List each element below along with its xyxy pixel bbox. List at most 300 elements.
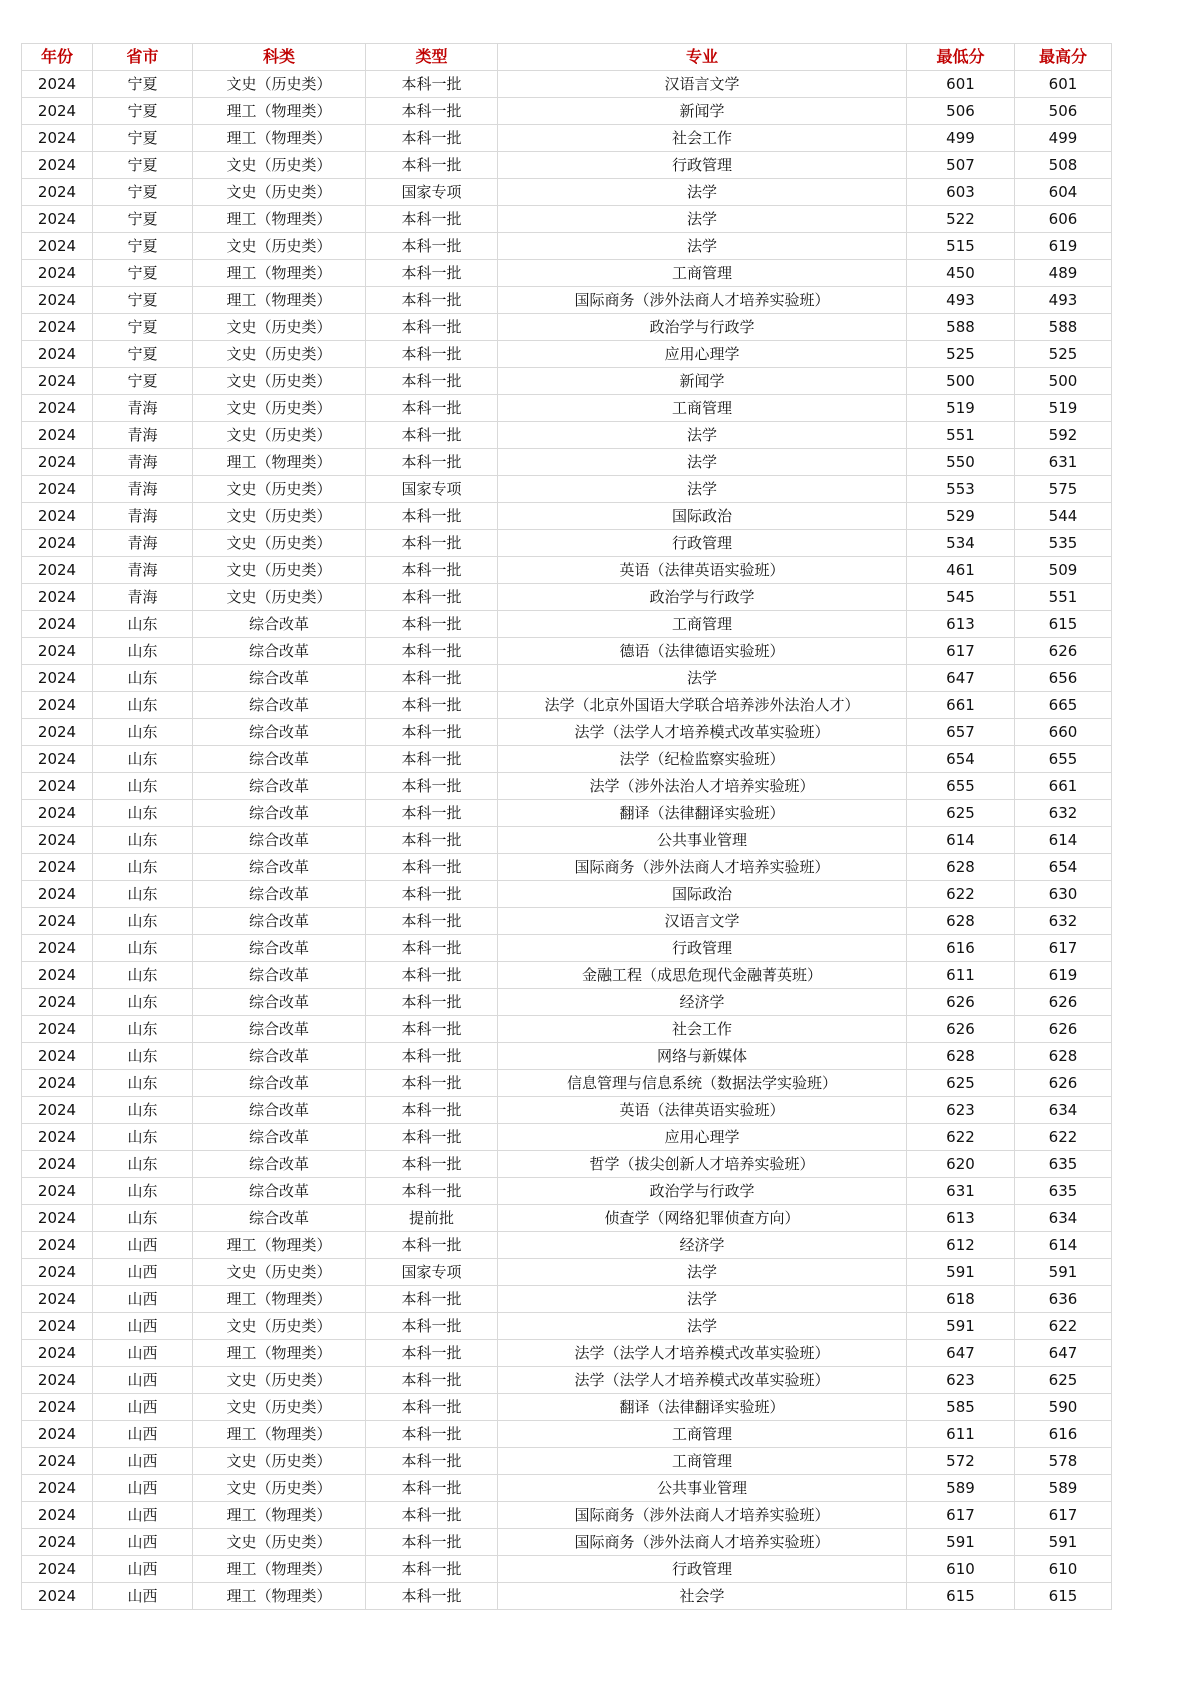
cell-max-score: 634: [1015, 1097, 1112, 1124]
cell-province: 青海: [93, 557, 193, 584]
cell-max-score: 614: [1015, 1232, 1112, 1259]
cell-batch-type: 本科一批: [366, 584, 498, 611]
cell-major: 信息管理与信息系统（数据法学实验班）: [498, 1070, 907, 1097]
cell-batch-type: 本科一批: [366, 1529, 498, 1556]
cell-province: 山东: [93, 962, 193, 989]
table-row: [22, 638, 1112, 665]
cell-min-score: 519: [907, 395, 1015, 422]
table-row: [22, 1043, 1112, 1070]
cell-subject-category: 综合改革: [193, 746, 366, 773]
cell-province: 山东: [93, 638, 193, 665]
cell-year: 2024: [22, 827, 93, 854]
cell-province: 山东: [93, 1097, 193, 1124]
cell-major: 工商管理: [498, 611, 907, 638]
cell-min-score: 647: [907, 665, 1015, 692]
cell-year: 2024: [22, 1259, 93, 1286]
cell-year: 2024: [22, 1070, 93, 1097]
cell-batch-type: 本科一批: [366, 611, 498, 638]
table-row: [22, 368, 1112, 395]
cell-max-score: 635: [1015, 1178, 1112, 1205]
table-row: [22, 206, 1112, 233]
cell-major: 社会学: [498, 1583, 907, 1610]
cell-subject-category: 综合改革: [193, 935, 366, 962]
cell-batch-type: 本科一批: [366, 206, 498, 233]
cell-major: 法学: [498, 179, 907, 206]
cell-province: 宁夏: [93, 341, 193, 368]
cell-min-score: 617: [907, 1502, 1015, 1529]
cell-subject-category: 文史（历史类）: [193, 1394, 366, 1421]
cell-province: 山东: [93, 611, 193, 638]
table-row: [22, 287, 1112, 314]
cell-year: 2024: [22, 908, 93, 935]
cell-year: 2024: [22, 152, 93, 179]
cell-subject-category: 文史（历史类）: [193, 422, 366, 449]
cell-subject-category: 综合改革: [193, 827, 366, 854]
cell-province: 山西: [93, 1448, 193, 1475]
cell-year: 2024: [22, 800, 93, 827]
cell-year: 2024: [22, 1151, 93, 1178]
cell-major: 行政管理: [498, 530, 907, 557]
table-row: [22, 692, 1112, 719]
cell-year: 2024: [22, 368, 93, 395]
table-row: [22, 827, 1112, 854]
cell-subject-category: 文史（历史类）: [193, 1448, 366, 1475]
table-row: [22, 1556, 1112, 1583]
cell-min-score: 601: [907, 71, 1015, 98]
cell-major: 翻译（法律翻译实验班）: [498, 800, 907, 827]
cell-major: 国际商务（涉外法商人才培养实验班）: [498, 287, 907, 314]
cell-major: 国际政治: [498, 881, 907, 908]
table-row: [22, 1232, 1112, 1259]
cell-subject-category: 综合改革: [193, 1178, 366, 1205]
cell-min-score: 591: [907, 1259, 1015, 1286]
cell-year: 2024: [22, 287, 93, 314]
cell-min-score: 611: [907, 962, 1015, 989]
cell-batch-type: 本科一批: [366, 125, 498, 152]
cell-subject-category: 文史（历史类）: [193, 179, 366, 206]
cell-batch-type: 本科一批: [366, 368, 498, 395]
cell-subject-category: 综合改革: [193, 854, 366, 881]
cell-province: 山西: [93, 1556, 193, 1583]
cell-subject-category: 理工（物理类）: [193, 287, 366, 314]
cell-min-score: 614: [907, 827, 1015, 854]
cell-max-score: 660: [1015, 719, 1112, 746]
cell-province: 山西: [93, 1394, 193, 1421]
cell-min-score: 500: [907, 368, 1015, 395]
cell-subject-category: 综合改革: [193, 638, 366, 665]
cell-major: 法学: [498, 449, 907, 476]
cell-subject-category: 文史（历史类）: [193, 233, 366, 260]
cell-max-score: 535: [1015, 530, 1112, 557]
cell-min-score: 551: [907, 422, 1015, 449]
cell-province: 山东: [93, 692, 193, 719]
cell-subject-category: 理工（物理类）: [193, 1340, 366, 1367]
cell-max-score: 635: [1015, 1151, 1112, 1178]
cell-province: 山东: [93, 773, 193, 800]
cell-max-score: 647: [1015, 1340, 1112, 1367]
table-row: [22, 665, 1112, 692]
cell-year: 2024: [22, 314, 93, 341]
cell-province: 山西: [93, 1340, 193, 1367]
cell-subject-category: 综合改革: [193, 800, 366, 827]
cell-batch-type: 提前批: [366, 1205, 498, 1232]
cell-batch-type: 本科一批: [366, 773, 498, 800]
cell-min-score: 616: [907, 935, 1015, 962]
cell-subject-category: 理工（物理类）: [193, 125, 366, 152]
cell-max-score: 661: [1015, 773, 1112, 800]
cell-max-score: 628: [1015, 1043, 1112, 1070]
cell-batch-type: 本科一批: [366, 638, 498, 665]
cell-max-score: 509: [1015, 557, 1112, 584]
cell-batch-type: 本科一批: [366, 1583, 498, 1610]
cell-major: 法学: [498, 1313, 907, 1340]
cell-year: 2024: [22, 1178, 93, 1205]
cell-major: 行政管理: [498, 1556, 907, 1583]
table-row: [22, 530, 1112, 557]
cell-max-score: 588: [1015, 314, 1112, 341]
cell-major: 应用心理学: [498, 1124, 907, 1151]
cell-min-score: 610: [907, 1556, 1015, 1583]
cell-min-score: 631: [907, 1178, 1015, 1205]
cell-major: 汉语言文学: [498, 908, 907, 935]
cell-subject-category: 综合改革: [193, 611, 366, 638]
cell-batch-type: 本科一批: [366, 881, 498, 908]
cell-subject-category: 文史（历史类）: [193, 503, 366, 530]
cell-major: 新闻学: [498, 98, 907, 125]
table-row: [22, 1313, 1112, 1340]
cell-major: 行政管理: [498, 152, 907, 179]
cell-min-score: 461: [907, 557, 1015, 584]
cell-batch-type: 本科一批: [366, 260, 498, 287]
cell-max-score: 489: [1015, 260, 1112, 287]
table-row: [22, 1097, 1112, 1124]
cell-subject-category: 综合改革: [193, 665, 366, 692]
cell-batch-type: 本科一批: [366, 557, 498, 584]
cell-max-score: 625: [1015, 1367, 1112, 1394]
cell-major: 法学（法学人才培养模式改革实验班）: [498, 1367, 907, 1394]
cell-max-score: 604: [1015, 179, 1112, 206]
cell-province: 山东: [93, 1124, 193, 1151]
cell-max-score: 617: [1015, 1502, 1112, 1529]
cell-major: 法学: [498, 665, 907, 692]
cell-subject-category: 文史（历史类）: [193, 530, 366, 557]
cell-max-score: 591: [1015, 1529, 1112, 1556]
cell-batch-type: 本科一批: [366, 530, 498, 557]
cell-min-score: 572: [907, 1448, 1015, 1475]
cell-subject-category: 综合改革: [193, 1070, 366, 1097]
cell-min-score: 506: [907, 98, 1015, 125]
table-row: [22, 773, 1112, 800]
header-row: [22, 44, 1112, 71]
cell-subject-category: 综合改革: [193, 1016, 366, 1043]
cell-major: 法学: [498, 233, 907, 260]
cell-major: 侦查学（网络犯罪侦查方向）: [498, 1205, 907, 1232]
cell-batch-type: 本科一批: [366, 1394, 498, 1421]
cell-province: 山西: [93, 1367, 193, 1394]
cell-subject-category: 文史（历史类）: [193, 1313, 366, 1340]
table-row: [22, 179, 1112, 206]
cell-min-score: 625: [907, 800, 1015, 827]
cell-batch-type: 本科一批: [366, 314, 498, 341]
cell-province: 山西: [93, 1313, 193, 1340]
cell-subject-category: 理工（物理类）: [193, 1556, 366, 1583]
cell-subject-category: 理工（物理类）: [193, 206, 366, 233]
cell-province: 宁夏: [93, 152, 193, 179]
cell-batch-type: 本科一批: [366, 1124, 498, 1151]
cell-max-score: 622: [1015, 1124, 1112, 1151]
cell-year: 2024: [22, 881, 93, 908]
cell-year: 2024: [22, 935, 93, 962]
cell-max-score: 636: [1015, 1286, 1112, 1313]
cell-max-score: 619: [1015, 233, 1112, 260]
cell-province: 山东: [93, 854, 193, 881]
cell-province: 山东: [93, 800, 193, 827]
cell-year: 2024: [22, 1367, 93, 1394]
cell-min-score: 585: [907, 1394, 1015, 1421]
cell-province: 山东: [93, 881, 193, 908]
cell-max-score: 578: [1015, 1448, 1112, 1475]
table-row: [22, 584, 1112, 611]
cell-province: 宁夏: [93, 206, 193, 233]
cell-year: 2024: [22, 71, 93, 98]
cell-year: 2024: [22, 1232, 93, 1259]
cell-min-score: 622: [907, 1124, 1015, 1151]
cell-major: 法学: [498, 206, 907, 233]
cell-major: 法学（法学人才培养模式改革实验班）: [498, 719, 907, 746]
cell-batch-type: 本科一批: [366, 800, 498, 827]
cell-min-score: 603: [907, 179, 1015, 206]
cell-year: 2024: [22, 1286, 93, 1313]
header-year: 年份: [22, 44, 93, 71]
cell-year: 2024: [22, 1016, 93, 1043]
cell-province: 宁夏: [93, 179, 193, 206]
cell-max-score: 615: [1015, 611, 1112, 638]
cell-province: 山西: [93, 1475, 193, 1502]
cell-batch-type: 本科一批: [366, 827, 498, 854]
cell-province: 山东: [93, 908, 193, 935]
table-row: [22, 1259, 1112, 1286]
cell-year: 2024: [22, 1556, 93, 1583]
cell-min-score: 647: [907, 1340, 1015, 1367]
cell-min-score: 499: [907, 125, 1015, 152]
table-body: [22, 71, 1112, 1610]
cell-major: 行政管理: [498, 935, 907, 962]
cell-year: 2024: [22, 476, 93, 503]
cell-max-score: 626: [1015, 989, 1112, 1016]
table-row: [22, 503, 1112, 530]
cell-subject-category: 文史（历史类）: [193, 368, 366, 395]
cell-subject-category: 综合改革: [193, 1043, 366, 1070]
cell-province: 青海: [93, 476, 193, 503]
cell-subject-category: 文史（历史类）: [193, 314, 366, 341]
cell-subject-category: 理工（物理类）: [193, 1583, 366, 1610]
cell-year: 2024: [22, 1340, 93, 1367]
cell-max-score: 508: [1015, 152, 1112, 179]
cell-year: 2024: [22, 530, 93, 557]
cell-year: 2024: [22, 449, 93, 476]
table-row: [22, 935, 1112, 962]
cell-batch-type: 本科一批: [366, 962, 498, 989]
table-row: [22, 746, 1112, 773]
cell-batch-type: 本科一批: [366, 1502, 498, 1529]
cell-province: 山东: [93, 1178, 193, 1205]
table-row: [22, 557, 1112, 584]
table-row: [22, 233, 1112, 260]
cell-max-score: 544: [1015, 503, 1112, 530]
cell-year: 2024: [22, 1313, 93, 1340]
cell-max-score: 617: [1015, 935, 1112, 962]
cell-major: 经济学: [498, 989, 907, 1016]
cell-major: 应用心理学: [498, 341, 907, 368]
cell-max-score: 500: [1015, 368, 1112, 395]
cell-major: 国际商务（涉外法商人才培养实验班）: [498, 1529, 907, 1556]
table-row: [22, 1070, 1112, 1097]
cell-batch-type: 本科一批: [366, 908, 498, 935]
cell-min-score: 626: [907, 989, 1015, 1016]
cell-batch-type: 本科一批: [366, 1151, 498, 1178]
table-row: [22, 1016, 1112, 1043]
table-row: [22, 1421, 1112, 1448]
cell-batch-type: 本科一批: [366, 1016, 498, 1043]
header-province: 省市: [93, 44, 193, 71]
cell-batch-type: 本科一批: [366, 1367, 498, 1394]
cell-min-score: 657: [907, 719, 1015, 746]
cell-year: 2024: [22, 1097, 93, 1124]
cell-max-score: 614: [1015, 827, 1112, 854]
cell-major: 工商管理: [498, 1448, 907, 1475]
table-row: [22, 98, 1112, 125]
cell-min-score: 522: [907, 206, 1015, 233]
cell-batch-type: 本科一批: [366, 449, 498, 476]
cell-max-score: 616: [1015, 1421, 1112, 1448]
cell-min-score: 507: [907, 152, 1015, 179]
cell-province: 宁夏: [93, 287, 193, 314]
table-row: [22, 341, 1112, 368]
cell-batch-type: 本科一批: [366, 1313, 498, 1340]
cell-major: 工商管理: [498, 260, 907, 287]
table-row: [22, 476, 1112, 503]
cell-batch-type: 本科一批: [366, 1070, 498, 1097]
cell-min-score: 655: [907, 773, 1015, 800]
cell-year: 2024: [22, 638, 93, 665]
table-row: [22, 1394, 1112, 1421]
cell-batch-type: 本科一批: [366, 1556, 498, 1583]
cell-major: 法学: [498, 1286, 907, 1313]
table-row: [22, 422, 1112, 449]
table-row: [22, 1475, 1112, 1502]
cell-year: 2024: [22, 692, 93, 719]
cell-year: 2024: [22, 962, 93, 989]
cell-year: 2024: [22, 503, 93, 530]
cell-subject-category: 综合改革: [193, 962, 366, 989]
cell-year: 2024: [22, 746, 93, 773]
table-row: [22, 854, 1112, 881]
cell-max-score: 592: [1015, 422, 1112, 449]
cell-max-score: 575: [1015, 476, 1112, 503]
cell-province: 山东: [93, 1016, 193, 1043]
cell-province: 山东: [93, 989, 193, 1016]
cell-subject-category: 文史（历史类）: [193, 152, 366, 179]
table-row: [22, 1529, 1112, 1556]
cell-max-score: 656: [1015, 665, 1112, 692]
cell-province: 山西: [93, 1259, 193, 1286]
cell-year: 2024: [22, 179, 93, 206]
cell-max-score: 519: [1015, 395, 1112, 422]
cell-province: 山东: [93, 1043, 193, 1070]
cell-subject-category: 文史（历史类）: [193, 1529, 366, 1556]
cell-year: 2024: [22, 1421, 93, 1448]
cell-province: 山东: [93, 827, 193, 854]
cell-province: 山西: [93, 1529, 193, 1556]
cell-min-score: 623: [907, 1367, 1015, 1394]
cell-min-score: 534: [907, 530, 1015, 557]
cell-province: 山东: [93, 1070, 193, 1097]
cell-batch-type: 本科一批: [366, 1448, 498, 1475]
table-row: [22, 1448, 1112, 1475]
cell-major: 金融工程（成思危现代金融菁英班）: [498, 962, 907, 989]
cell-max-score: 626: [1015, 638, 1112, 665]
cell-province: 山东: [93, 1151, 193, 1178]
cell-major: 国际商务（涉外法商人才培养实验班）: [498, 1502, 907, 1529]
cell-province: 山西: [93, 1232, 193, 1259]
cell-min-score: 613: [907, 611, 1015, 638]
table-row: [22, 908, 1112, 935]
cell-subject-category: 文史（历史类）: [193, 1475, 366, 1502]
table-row: [22, 1583, 1112, 1610]
table-row: [22, 1178, 1112, 1205]
cell-province: 山东: [93, 935, 193, 962]
cell-province: 宁夏: [93, 98, 193, 125]
admission-scores-table: [21, 43, 1112, 1610]
cell-subject-category: 文史（历史类）: [193, 341, 366, 368]
cell-major: 翻译（法律翻译实验班）: [498, 1394, 907, 1421]
cell-min-score: 628: [907, 854, 1015, 881]
cell-province: 山西: [93, 1502, 193, 1529]
cell-min-score: 654: [907, 746, 1015, 773]
cell-batch-type: 本科一批: [366, 1421, 498, 1448]
cell-major: 新闻学: [498, 368, 907, 395]
cell-min-score: 613: [907, 1205, 1015, 1232]
cell-min-score: 618: [907, 1286, 1015, 1313]
cell-min-score: 617: [907, 638, 1015, 665]
cell-subject-category: 文史（历史类）: [193, 1259, 366, 1286]
cell-batch-type: 本科一批: [366, 692, 498, 719]
cell-subject-category: 理工（物理类）: [193, 449, 366, 476]
cell-max-score: 634: [1015, 1205, 1112, 1232]
cell-year: 2024: [22, 1448, 93, 1475]
table-row: [22, 71, 1112, 98]
cell-year: 2024: [22, 125, 93, 152]
cell-year: 2024: [22, 98, 93, 125]
cell-major: 英语（法律英语实验班）: [498, 1097, 907, 1124]
cell-batch-type: 国家专项: [366, 1259, 498, 1286]
cell-min-score: 622: [907, 881, 1015, 908]
cell-major: 社会工作: [498, 1016, 907, 1043]
cell-major: 法学（北京外国语大学联合培养涉外法治人才）: [498, 692, 907, 719]
cell-year: 2024: [22, 395, 93, 422]
cell-max-score: 551: [1015, 584, 1112, 611]
table-row: [22, 962, 1112, 989]
cell-province: 山西: [93, 1421, 193, 1448]
cell-min-score: 615: [907, 1583, 1015, 1610]
cell-major: 工商管理: [498, 395, 907, 422]
cell-province: 青海: [93, 503, 193, 530]
cell-year: 2024: [22, 989, 93, 1016]
cell-batch-type: 本科一批: [366, 1097, 498, 1124]
cell-province: 山东: [93, 665, 193, 692]
table-row: [22, 1340, 1112, 1367]
cell-batch-type: 本科一批: [366, 152, 498, 179]
